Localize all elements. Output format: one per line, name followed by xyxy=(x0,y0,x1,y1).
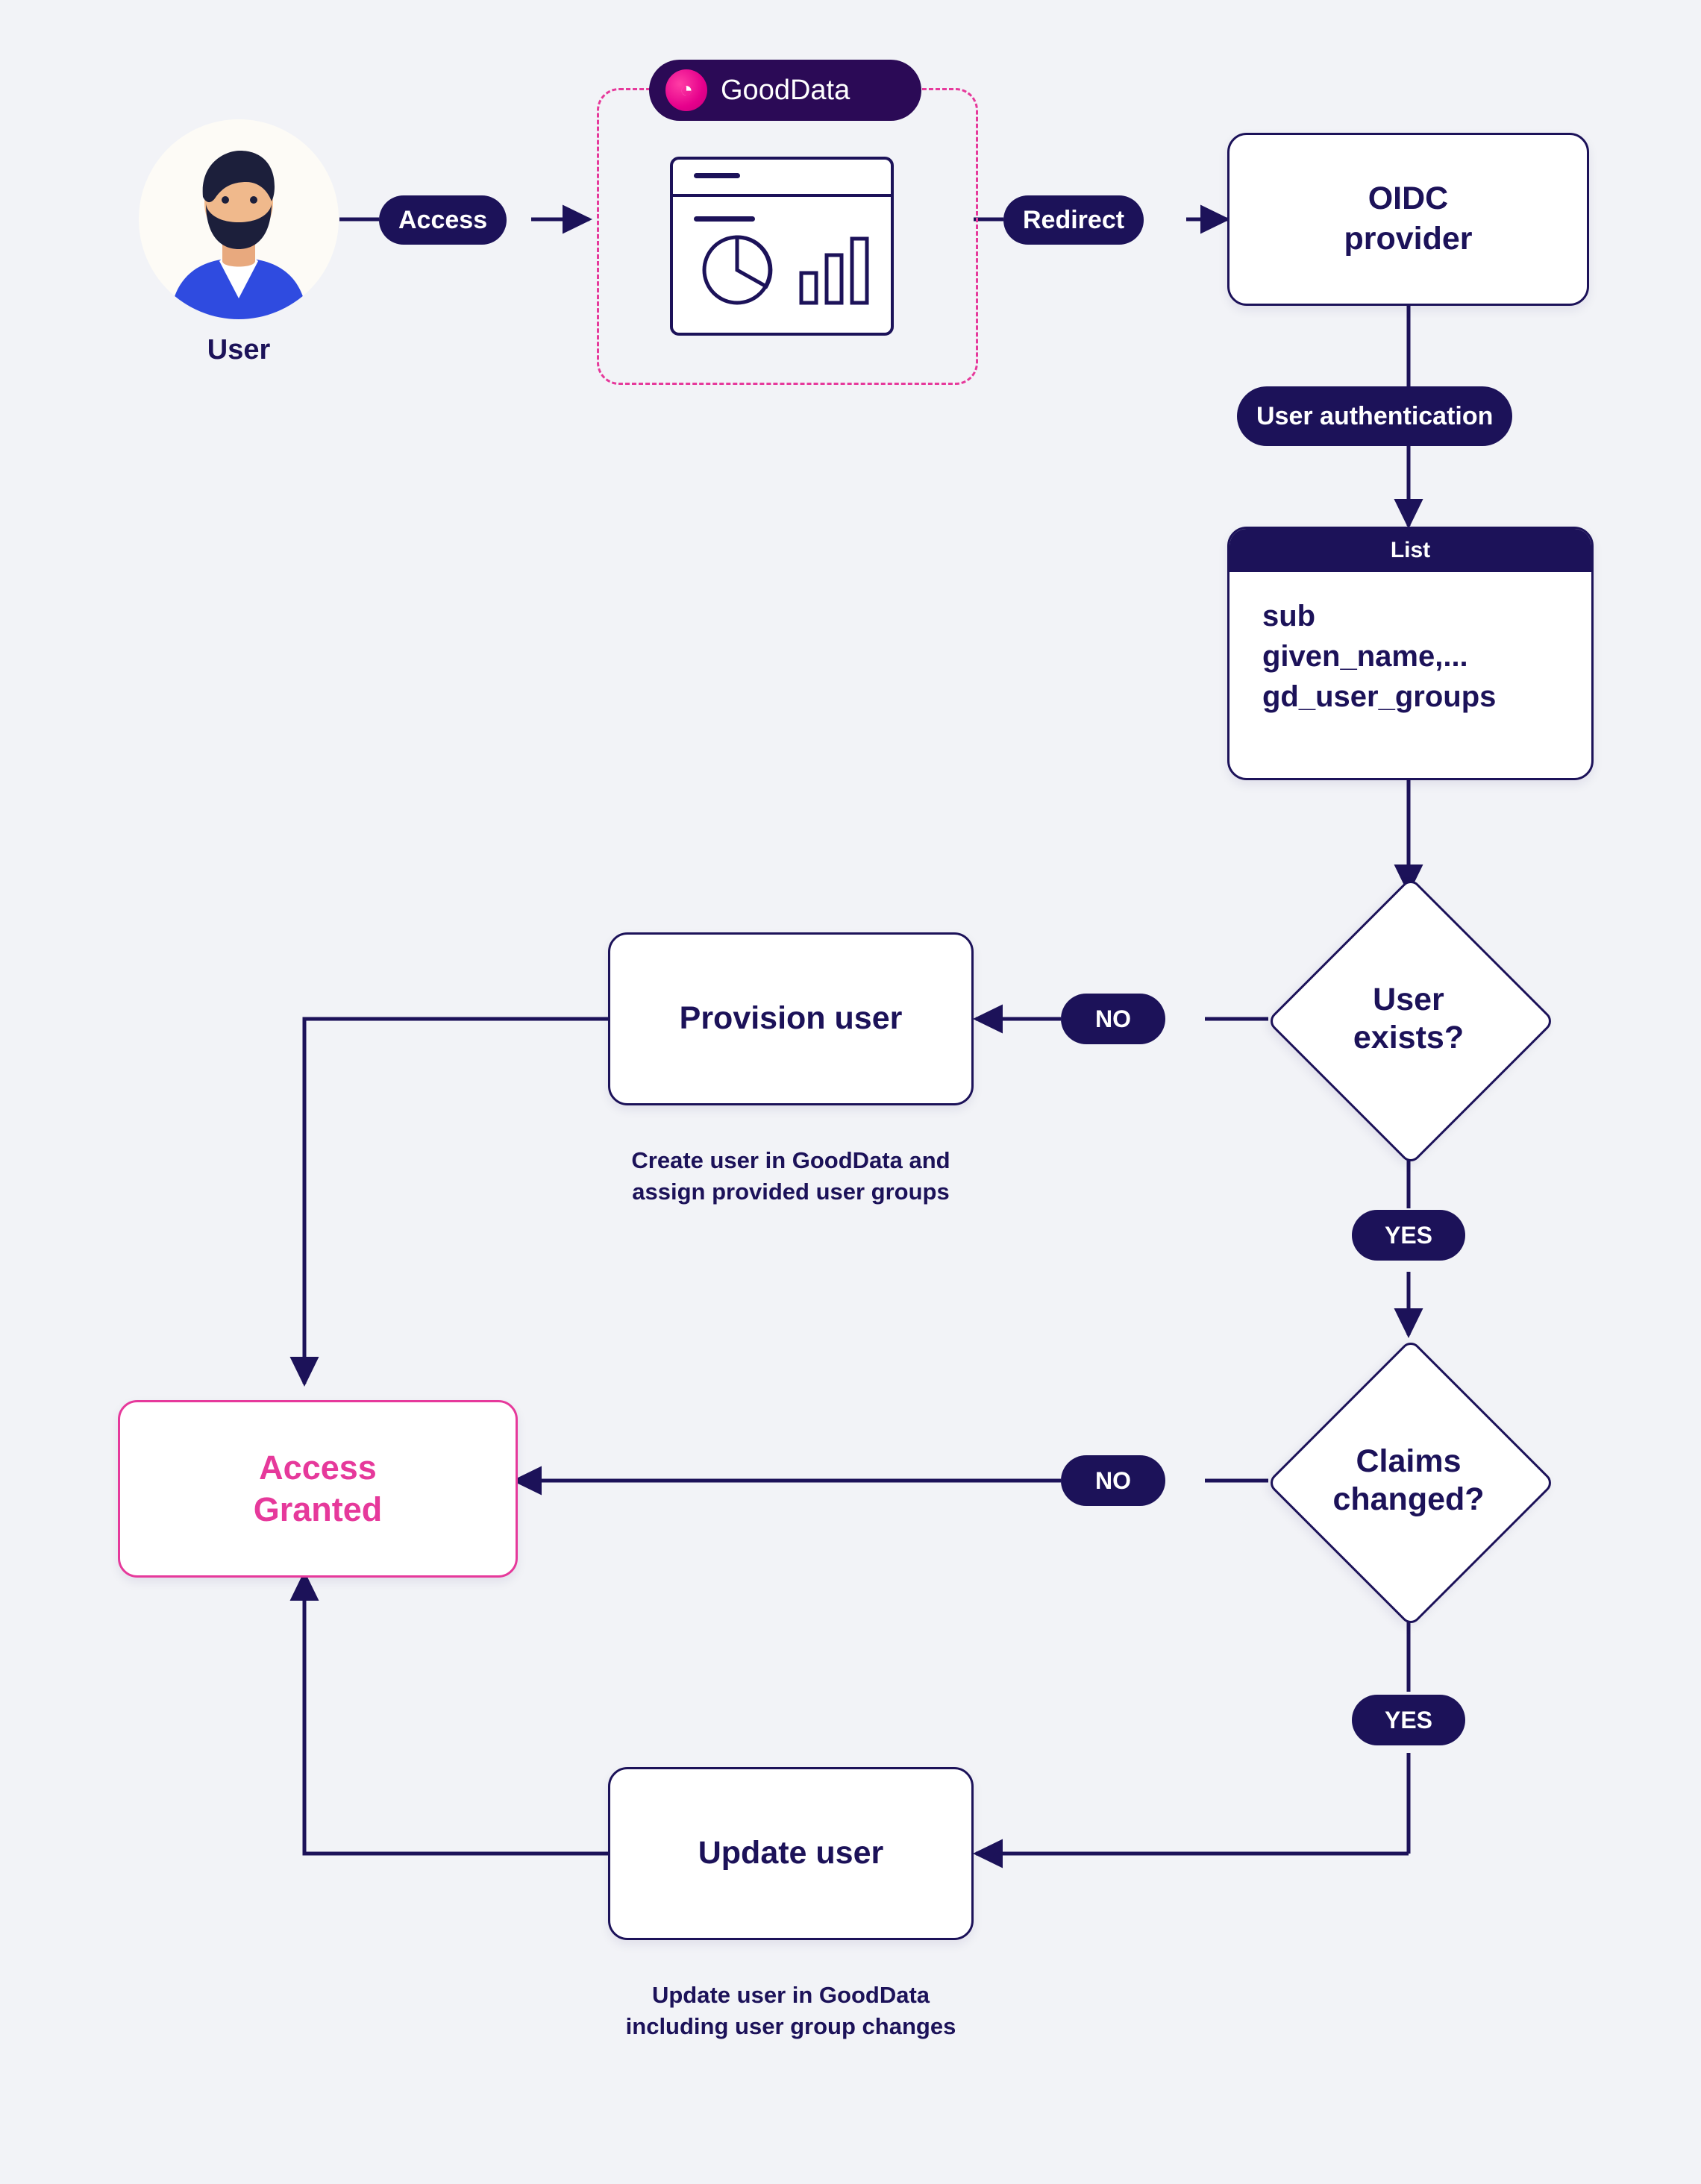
access-granted-node xyxy=(118,1400,518,1578)
yes-user-exists-label: YES xyxy=(1352,1210,1465,1261)
update-user-node xyxy=(608,1767,974,1940)
claims-changed-line2: changed? xyxy=(1332,1481,1485,1517)
claims-changed-decision xyxy=(1259,1331,1558,1630)
claims-list-header: List xyxy=(1229,529,1591,572)
access-label: Access xyxy=(379,195,507,245)
user-avatar-icon xyxy=(139,119,339,319)
provision-user-label: Provision user xyxy=(679,1000,903,1037)
access-granted-line2: Granted xyxy=(253,1490,383,1528)
dashboard-card xyxy=(670,157,894,336)
user-exists-label xyxy=(1259,870,1558,1168)
dashboard-chart-icon xyxy=(673,160,891,333)
gooddata-chip xyxy=(649,60,921,121)
yes-claims-changed-label: YES xyxy=(1352,1695,1465,1745)
access-granted-label xyxy=(254,1447,383,1531)
update-user-caption-line2: including user group changes xyxy=(625,2012,956,2039)
redirect-label: Redirect xyxy=(1003,195,1144,245)
claims-list-item: given_name,... xyxy=(1262,640,1468,673)
update-user-caption xyxy=(567,1980,1015,2042)
update-user-caption-line1: Update user in GoodData xyxy=(651,1982,930,2008)
oidc-provider-label xyxy=(1344,179,1472,260)
no-claims-changed-label: NO xyxy=(1061,1455,1165,1506)
user-exists-line2: exists? xyxy=(1353,1020,1465,1055)
provision-user-caption-line2: assign provided user groups xyxy=(632,1178,950,1205)
provision-user-caption xyxy=(567,1145,1015,1208)
claims-changed-line1: Claims xyxy=(1356,1443,1462,1480)
user-caption: User xyxy=(207,334,271,365)
claims-list-node xyxy=(1227,527,1594,780)
gooddata-logo-icon: ◔ xyxy=(665,69,707,111)
avatar xyxy=(139,119,339,319)
no-user-exists-label: NO xyxy=(1061,994,1165,1044)
user-exists-decision xyxy=(1259,870,1558,1168)
claims-list-item: gd_user_groups xyxy=(1262,680,1497,713)
claims-list-item: sub xyxy=(1262,600,1316,633)
gooddata-chip-label: GoodData xyxy=(721,74,850,106)
access-granted-line1: Access xyxy=(259,1448,377,1487)
claims-list-body xyxy=(1229,572,1591,741)
provision-user-node xyxy=(608,932,974,1105)
user-exists-line1: User xyxy=(1373,982,1444,1018)
claims-changed-label xyxy=(1259,1331,1558,1630)
oidc-provider-line1: OIDC xyxy=(1368,181,1449,217)
provision-user-caption-line1: Create user in GoodData and xyxy=(631,1147,950,1173)
update-user-label: Update user xyxy=(698,1835,884,1871)
user-authentication-label: User authentication xyxy=(1237,386,1512,446)
oidc-provider-line2: provider xyxy=(1344,221,1473,257)
oidc-provider-node xyxy=(1227,133,1589,306)
